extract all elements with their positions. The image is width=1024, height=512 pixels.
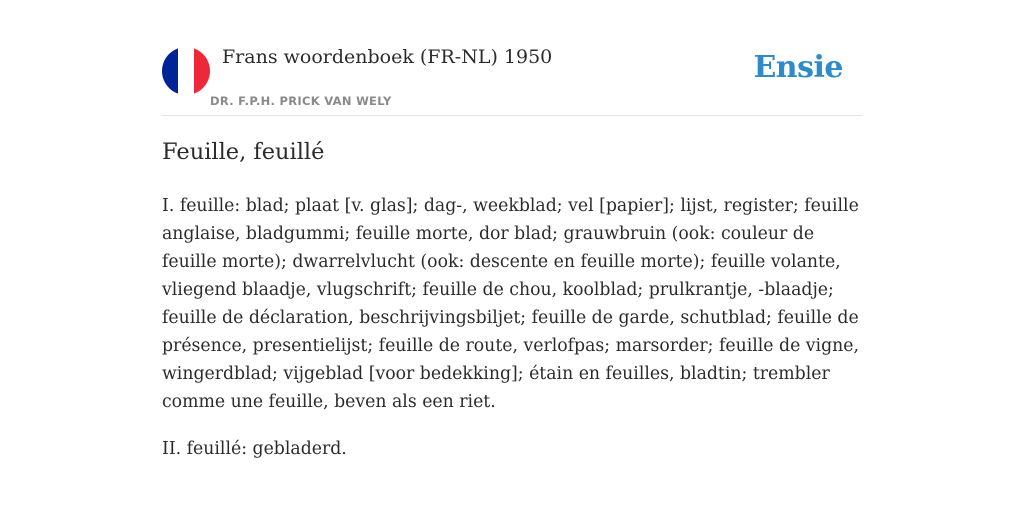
entry-title: Feuille, feuillé xyxy=(162,139,325,165)
definition-2: II. feuillé: gebladerd. xyxy=(162,439,347,459)
dictionary-author: DR. F.P.H. PRICK VAN WELY xyxy=(210,94,392,108)
flag-stripe-blue xyxy=(162,47,178,95)
ensie-logo[interactable]: Ensie xyxy=(753,50,843,85)
french-flag-icon xyxy=(162,47,210,95)
dictionary-card xyxy=(162,0,862,459)
dictionary-title[interactable]: Frans woordenboek (FR-NL) 1950 xyxy=(222,46,553,68)
flag-stripe-white xyxy=(178,47,194,95)
flag-stripe-red xyxy=(194,47,210,95)
dictionary-header xyxy=(162,0,862,116)
definition-1: I. feuille: blad; plaat [v. glas]; dag-, weekblad; vel [papier]; lijst, register; feuille anglaise, bladgummi; feuille morte, dor blad; grauwbruin (ook: couleur de feuille morte); dwarrelvlucht (ook: descente en feuille morte); feuille volante, vliegend blaadje, vlugschrift; feuille de chou, koolblad; prulkrantje, -blaadje; feuille de déclaration, beschrijvingsbiljet; feuille de garde, schutblad; feuille de présence, presentielijst; feuille de route, verlofpas; marsorder; feuille de vigne, wingerdblad; vijgeblad [voor bedekking]; étain en feuilles, bladtin; trembler comme une feuille, beven als een riet. xyxy=(162,196,859,412)
